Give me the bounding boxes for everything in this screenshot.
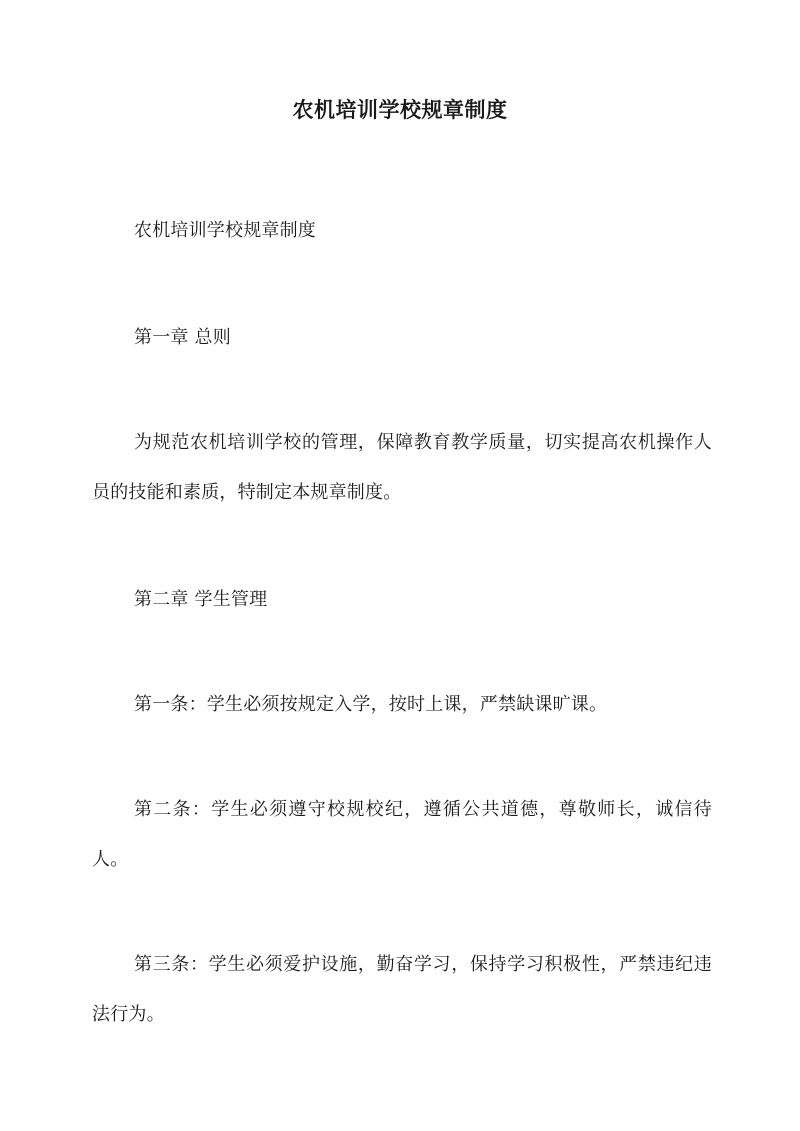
paragraph-subtitle: 农机培训学校规章制度: [134, 220, 316, 241]
document-title: 农机培训学校规章制度: [292, 97, 508, 122]
paragraph-purpose: 为规范农机培训学校的管理，保障教育教学质量，切实提高农机操作人员的技能和素质，特制定本规章制度。: [92, 432, 712, 503]
article-3: 第三条：学生必须爱护设施，勤奋学习，保持学习积极性，严禁违纪违法行为。: [92, 954, 712, 1025]
chapter-heading-student-management: 第二章 学生管理: [134, 589, 268, 610]
chapter-heading-general: 第一章 总则: [134, 327, 231, 348]
article-1: 第一条：学生必须按规定入学，按时上课，严禁缺课旷课。: [134, 694, 608, 715]
article-2: 第二条：学生必须遵守校规校纪，遵循公共道德，尊敬师长，诚信待人。: [92, 799, 712, 870]
